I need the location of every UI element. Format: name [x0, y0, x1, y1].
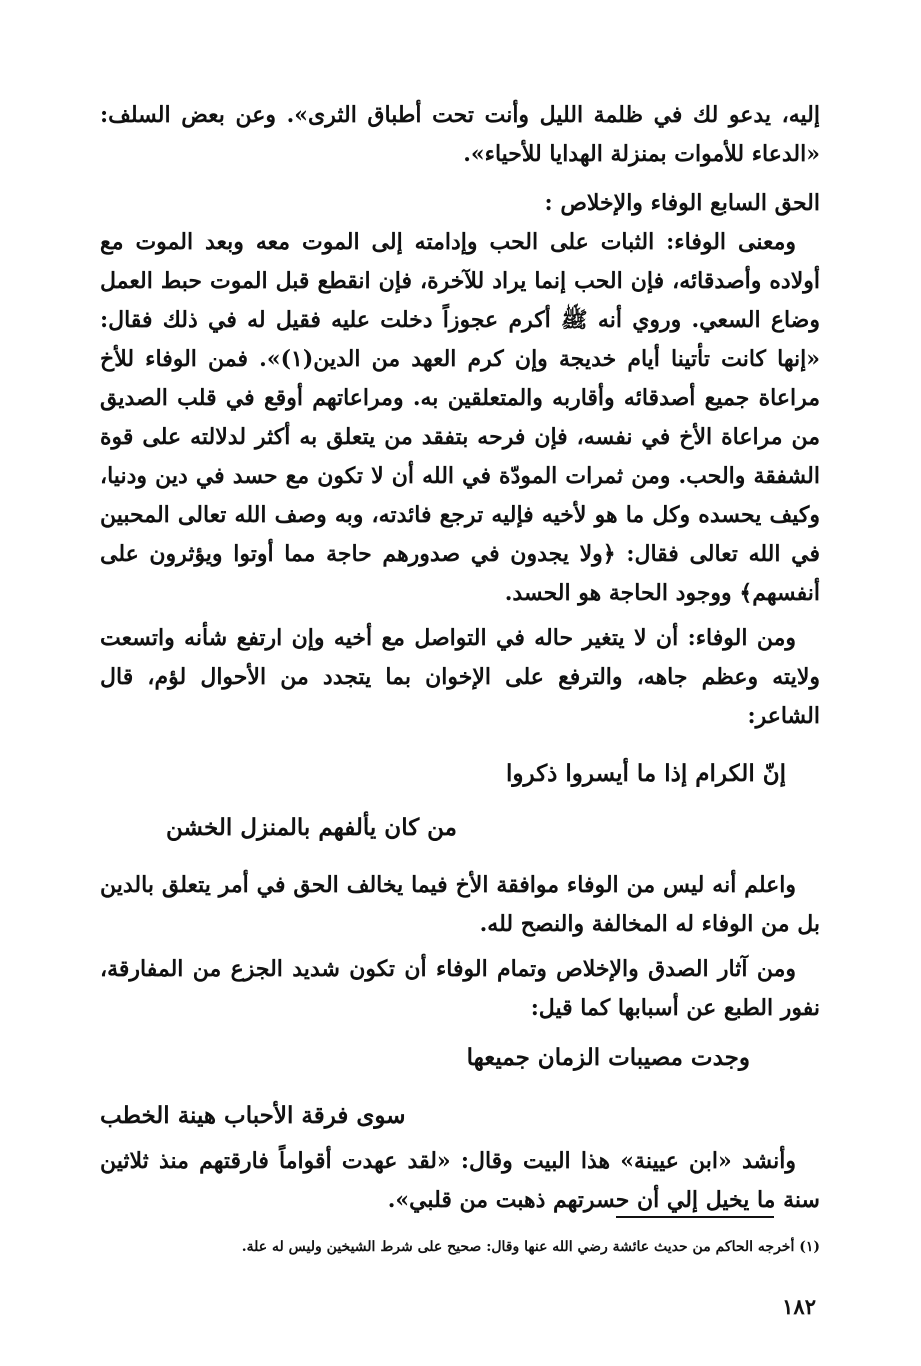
verse-line-3: وجدت مصيبات الزمان جميعها	[466, 1044, 750, 1071]
page-number: ١٨٢	[782, 1294, 816, 1319]
verse-line-4: سوى فرقة الأحباب هينة الخطب	[100, 1102, 406, 1129]
paragraph-2: ومعنى الوفاء: الثبات على الحب وإدامته إلى الموت معه وبعد الموت مع أولاده وأصدقائه، فإن الحب إنما يراد للآخرة، فإن انقطع قبل الموت حبط العمل وضاع السعي. وروي أنه ﷺ أكرم عجوزاً دخلت عليه فقيل له في ذلك فقال: «إنها كانت تأتينا أيام خديجة وإن كرم العهد من الدين(١)». فمن الوفاء للأخ مراعاة جميع أصدقائه وأقاربه والمتعلقين به. ومراعاتهم أوقع في قلب الصديق من مراعاة الأخ في نفسه، فإن فرحه بتفقد من يتعلق به أكثر لدلالته على قوة الشفقة والحب. ومن ثمرات المودّة في الله أن لا تكون مع حسد في دين ودنيا، وكيف يحسده وكل ما هو لأخيه فإليه ترجع فائدته، وبه وصف الله تعالى المحبين في الله تعالى فقال: ﴿ولا يجدون في صدورهم حاجة مما أوتوا ويؤثرون على أنفسهم﴾ ووجود الحاجة هو الحسد.	[100, 229, 820, 606]
paragraph-1: إليه، يدعو لك في ظلمة الليل وأنت تحت أطباق الثرى». وعن بعض السلف: «الدعاء للأموات بمنزلة الهدايا للأحياء».	[100, 102, 820, 167]
footnote-divider	[616, 1216, 774, 1218]
book-page	[100, 96, 820, 1336]
footnote: (١) أخرجه الحاكم من حديث عائشة رضي الله عنها وقال: صحيح على شرط الشيخين وليس له علة.	[241, 1239, 820, 1255]
paragraph-4: واعلم أنه ليس من الوفاء موافقة الأخ فيما يخالف الحق في أمر يتعلق بالدين بل من الوفاء له المخالفة والنصح لله.	[100, 872, 820, 937]
paragraph-6: وأنشد «ابن عيينة» هذا البيت وقال: «لقد عهدت أقواماً فارقتهم منذ ثلاثين سنة ما يخيل إلي أن حسرتهم ذهبت من قلبي».	[100, 1148, 820, 1213]
verse-line-1: إنّ الكرام إذا ما أيسروا ذكروا	[506, 760, 786, 787]
verse-line-2: من كان يألفهم بالمنزل الخشن	[166, 814, 457, 841]
section-heading: الحق السابع الوفاء والإخلاص :	[544, 190, 820, 216]
paragraph-5: ومن آثار الصدق والإخلاص وتمام الوفاء أن تكون شديد الجزع من المفارقة، نفور الطبع عن أسبابها كما قيل:	[100, 956, 820, 1021]
paragraph-3: ومن الوفاء: أن لا يتغير حاله في التواصل مع أخيه وإن ارتفع شأنه واتسعت ولايته وعظم جاهه، والترفع على الإخوان بما يتجدد من الأحوال لؤم، قال الشاعر:	[100, 625, 820, 729]
